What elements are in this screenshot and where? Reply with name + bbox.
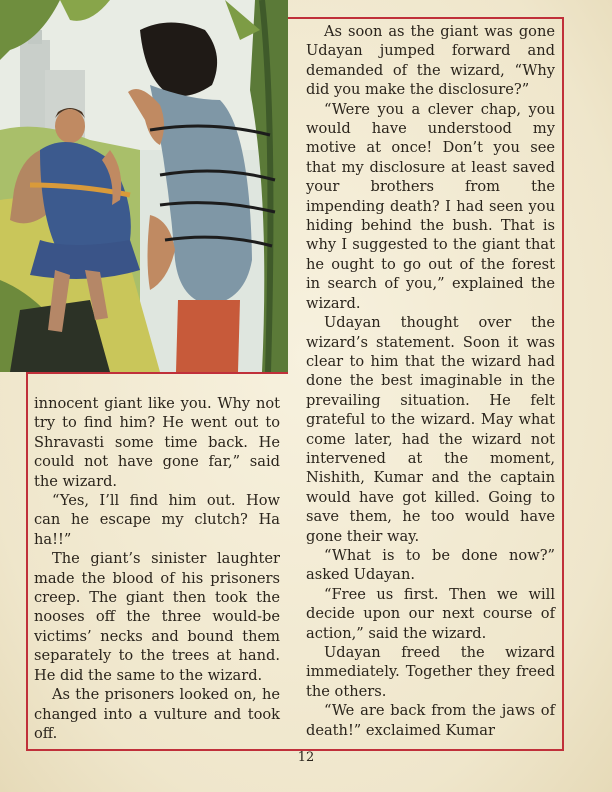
left-text-column <box>34 394 280 743</box>
frame-top-rule <box>288 17 564 19</box>
paragraph-left-3: The giant’s sinister laughter made the blood of his prisoners creep. The giant then took the nooses off the three would-be victims’ necks and bound them separately to the trees at hand. He did the same to the wizard. <box>34 550 280 684</box>
paragraph-right-2: “Were you a clever chap, you would have understood my motive at once! Don’t you see that my disclosure at least saved your brothers from the impending death? I had seen you hiding behind the bush. That is why I suggested to the giant that he ought to go out of the forest in search of you,” explained the wizard. <box>306 100 555 312</box>
illustration-scene <box>0 0 288 372</box>
paragraph-right-4: “What is to be done now?” asked Udayan. <box>306 546 555 584</box>
paragraph-left-4: As the prisoners looked on, he changed into a vulture and took off. <box>34 686 280 742</box>
story-illustration <box>0 0 288 372</box>
right-text-column <box>306 22 555 740</box>
illustration-bottom-rule <box>26 372 288 374</box>
paragraph-right-5: “Free us first. Then we will decide upon our next course of action,” said the wizard. <box>306 585 555 642</box>
page-number: 12 <box>297 750 315 765</box>
frame-right-rule <box>562 17 564 751</box>
paragraph-left-1: innocent giant like you. Why not try to find him? He went out to Shravasti some time back. He could not have gone far,” said the wizard. <box>34 395 280 490</box>
paragraph-right-3: Udayan thought over the wizard’s statement. Soon it was clear to him that the wizard had done the best imaginable in the prevailing situation. He felt grateful to the wizard. May what come later, had the wizard not intervened at the moment, Nishith, Kumar and the captain would have got killed. Going to save them, he too would have gone their way. <box>306 314 555 545</box>
frame-left-rule <box>26 372 28 751</box>
paragraph-right-7: “We are back from the jaws of death!” exclaimed Kumar <box>306 702 555 739</box>
paragraph-right-1: As soon as the giant was gone Udayan jumped forward and demanded of the wizard, “Why did you make the disclosure?” <box>306 23 555 99</box>
paragraph-right-6: Udayan freed the wizard immediately. Together they freed the others. <box>306 644 555 700</box>
paragraph-left-2: “Yes, I’ll find him out. How can he escape my clutch? Ha ha!!” <box>34 492 280 548</box>
